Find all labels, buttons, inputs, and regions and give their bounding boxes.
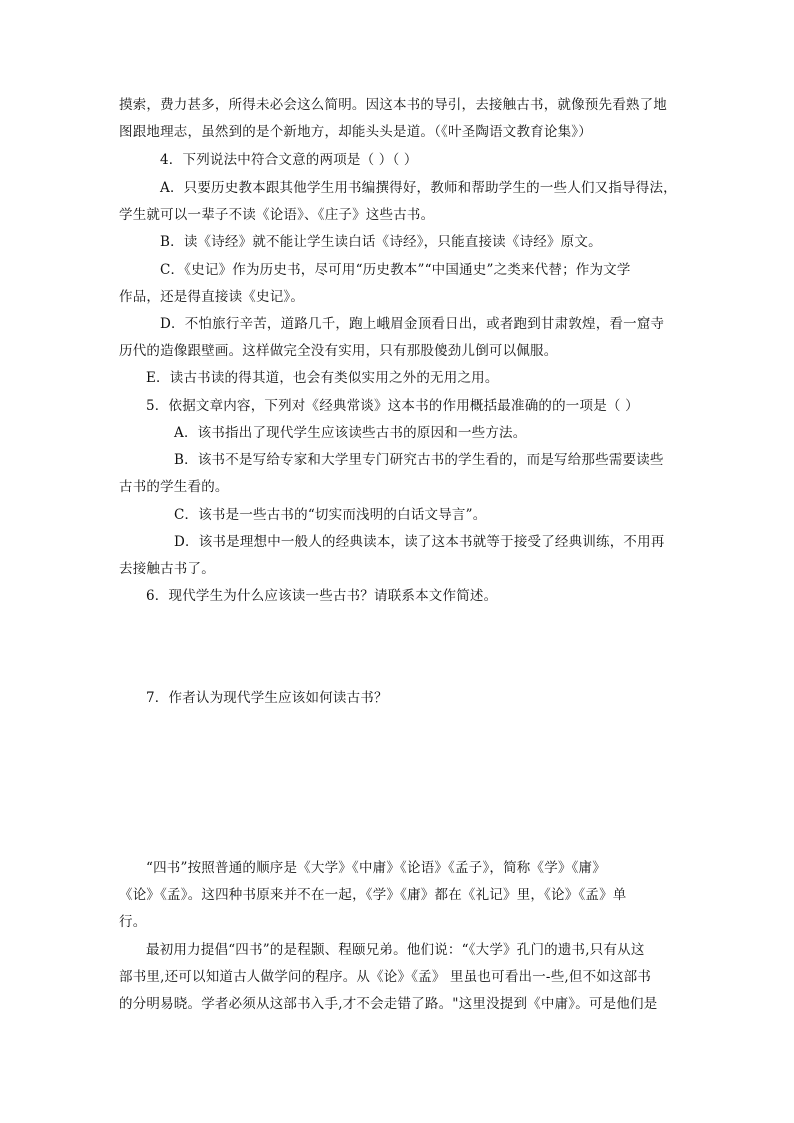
question-7: 7．作者认为现代学生应该如何读古书？ [146, 690, 388, 706]
text-line: 摸索，费力甚多，所得未必会这么简明。因这本书的导引，去接触古书，就像预先看熟了地 [119, 97, 667, 113]
option-4c: C．《史记》作为历史书，尽可用“历史教本”“中国通史”之类来代替；作为文学 [160, 262, 631, 278]
text-line: 古书的学生看的。 [119, 479, 229, 495]
text-line: 作品，还是得直接读《史记》。 [119, 289, 305, 305]
option-5b: B．该书不是写给专家和大学里专门研究古书的学生看的，而是写给那些需要读些 [174, 452, 664, 468]
text-line: 行。 [119, 914, 147, 930]
text-line: 图跟地理志，虽然到的是个新地方，却能头头是道。（《叶圣陶语文教育论集》） [119, 124, 592, 140]
question-6: 6．现代学生为什么应该读一些古书？请联系本文作简述。 [146, 588, 498, 604]
text-line: 的分明易晓。学者必须从这部书入手,才不会走错了路。"这里没提到《中庸》。可是他们是 [119, 996, 658, 1012]
question-5-stem: 5．依据文章内容，下列对《经典常谈》这本书的作用概括最准确的的一项是（ ） [146, 398, 639, 414]
question-4-stem: 4．下列说法中符合文意的两项是（ ）（ ） [160, 152, 418, 168]
option-5a: A．该书指出了现代学生应该读些古书的原因和一些方法。 [174, 425, 527, 441]
text-line: “四书”按照普通的顺序是《大学》《中庸》《论语》《孟子》，简称《学》《庸》 [146, 860, 606, 876]
text-line: 《论》《孟》。这四种书原来并不在一起，《学》《庸》都在《礼记》里，《论》《孟》单 [119, 887, 627, 903]
option-5d: D．该书是理想中一般人的经典读本，读了这本书就等于接受了经典训练，不用再 [174, 534, 665, 550]
option-4d: D．不怕旅行辛苦，道路几千，跑上峨眉金顶看日出，或者跑到甘肃敦煌，看一窟寺 [160, 316, 665, 332]
option-4e: E．读古书读的得其道，也会有类似实用之外的无用之用。 [146, 370, 499, 386]
text-line: 学生就可以一辈子不读《论语》、《庄子》这些古书。 [119, 207, 435, 223]
option-4a: A．只要历史教本跟其他学生用书编撰得好，教师和帮助学生的一些人们又指导得法， [160, 180, 677, 196]
text-line: 去接触古书了。 [119, 561, 215, 577]
text-line: 最初用力提倡“四书”的是程颢、程颐兄弟。他们说：“《大学》孔门的遗书,只有从这 [146, 942, 645, 958]
option-4b: B．读《诗经》就不能让学生读白话《诗经》，只能直接读《诗经》原文。 [160, 234, 602, 250]
text-line: 历代的造像跟壁画。这样做完全没有实用，只有那股傻劲儿倒可以佩服。 [119, 343, 558, 359]
text-line: 部书里,还可以知道古人做学问的程序。从《论》《孟》 里虽也可看出一-些,但不如这部书 [119, 969, 652, 985]
option-5c: C．该书是一些古书的“切实而浅明的白话文导言”。 [174, 507, 487, 523]
